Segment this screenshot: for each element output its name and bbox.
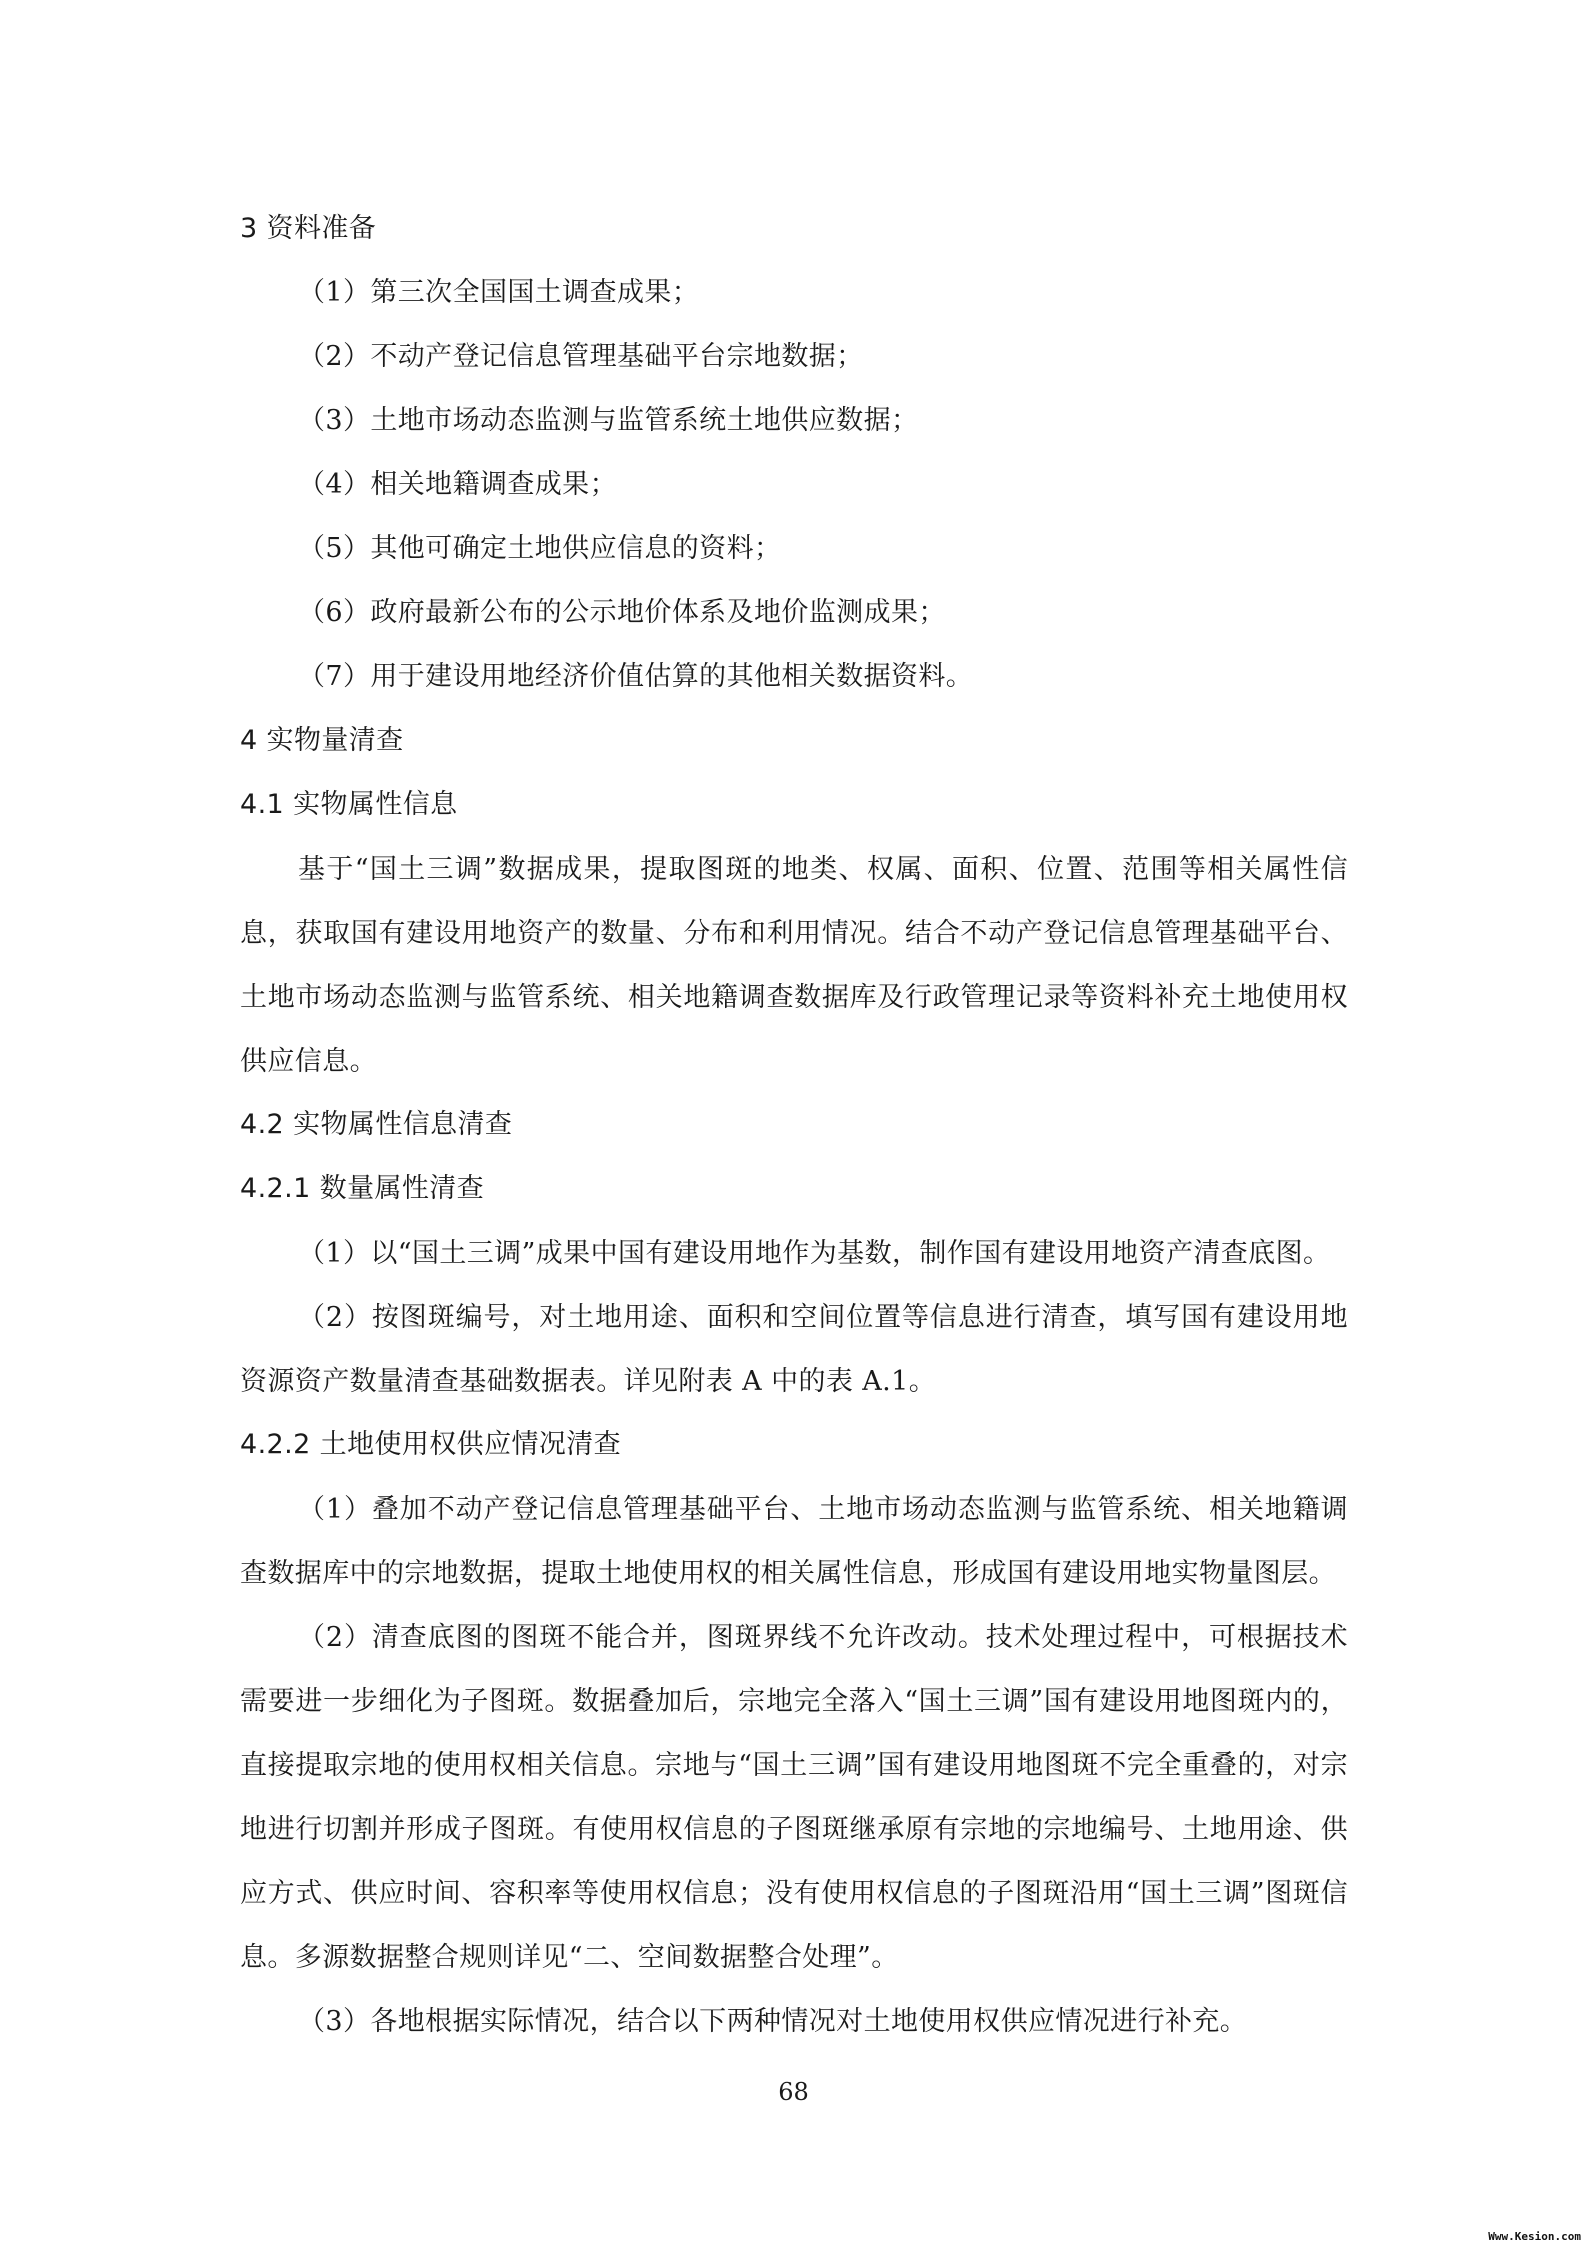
section-4-2-1-paragraph-1: （1）以“国土三调”成果中国有建设用地作为基数，制作国有建设用地资产清查底图。 xyxy=(298,1238,1331,1269)
list-item: （1）第三次全国国土调查成果； xyxy=(298,277,700,308)
watermark: Www.Kesion.com xyxy=(1488,2230,1581,2243)
document-body xyxy=(240,198,1348,2054)
section-4-2-1-heading: 4.2.1 数量属性清查 xyxy=(240,1173,485,1204)
list-item: （3）土地市场动态监测与监管系统土地供应数据； xyxy=(298,405,919,436)
section-4-2-heading: 4.2 实物属性信息清查 xyxy=(240,1109,513,1140)
section-4-2-2-paragraph-3: （3）各地根据实际情况，结合以下两种情况对土地使用权供应情况进行补充。 xyxy=(298,2006,1248,2037)
list-item: （5）其他可确定土地供应信息的资料； xyxy=(298,533,782,564)
section-4-2-2-paragraph-2: （2）清查底图的图斑不能合并，图斑界线不允许改动。技术处理过程中，可根据技术需要进一步细化为子图斑。数据叠加后，宗地完全落入“国土三调”国有建设用地图斑内的，直接提取宗地的使用权相关信息。宗地与“国土三调”国有建设用地图斑不完全重叠的，对宗地进行切割并形成子图斑。有使用权信息的子图斑继承原有宗地的宗地编号、土地用途、供应方式、供应时间、容积率等使用权信息；没有使用权信息的子图斑沿用“国土三调”图斑信息。多源数据整合规则详见“二、空间数据整合处理”。 xyxy=(240,1622,1348,1973)
list-item: （6）政府最新公布的公示地价体系及地价监测成果； xyxy=(298,597,946,628)
section-4-heading: 4 实物量清查 xyxy=(240,725,404,756)
section-3-heading: 3 资料准备 xyxy=(240,213,377,244)
page-number: 68 xyxy=(778,2078,809,2106)
list-item: （2）不动产登记信息管理基础平台宗地数据； xyxy=(298,341,864,372)
list-item: （7）用于建设用地经济价值估算的其他相关数据资料。 xyxy=(298,661,974,692)
section-4-2-2-heading: 4.2.2 土地使用权供应情况清查 xyxy=(240,1429,622,1460)
section-4-1-heading: 4.1 实物属性信息 xyxy=(240,789,458,820)
section-4-1-paragraph: 基于“国土三调”数据成果，提取图斑的地类、权属、面积、位置、范围等相关属性信息，获取国有建设用地资产的数量、分布和利用情况。结合不动产登记信息管理基础平台、土地市场动态监测与监管系统、相关地籍调查数据库及行政管理记录等资料补充土地使用权供应信息。 xyxy=(240,854,1348,1077)
section-4-2-1-paragraph-2: （2）按图斑编号，对土地用途、面积和空间位置等信息进行清查，填写国有建设用地资源资产数量清查基础数据表。详见附表 A 中的表 A.1。 xyxy=(240,1302,1348,1397)
list-item: （4）相关地籍调查成果； xyxy=(298,469,617,500)
section-4-2-2-paragraph-1: （1）叠加不动产登记信息管理基础平台、土地市场动态监测与监管系统、相关地籍调查数据库中的宗地数据，提取土地使用权的相关属性信息，形成国有建设用地实物量图层。 xyxy=(240,1494,1348,1589)
